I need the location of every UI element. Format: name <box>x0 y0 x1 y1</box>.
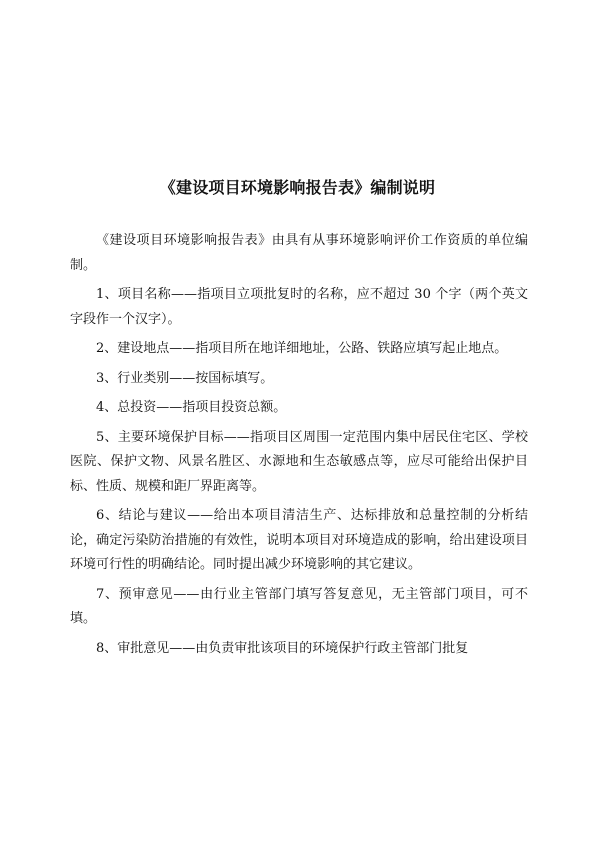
paragraph-total-investment: 4、总投资——指项目投资总额。 <box>96 400 287 415</box>
paragraph-intro: 《建设项目环境影响报告表》由具有从事环境影响评价工作资质的单位编制。 <box>70 233 528 273</box>
document-title: 《建设项目环境影响报告表》编制说明 <box>159 178 436 197</box>
paragraph-protection-targets: 5、主要环境保护目标——指项目区周围一定范围内集中居民住宅区、学校医院、保护文物、风景名胜区、水源地和生态敏感点等，应尽可能给出保护目标、性质、规模和距厂界距离等。 <box>70 429 528 494</box>
document-body <box>70 229 528 666</box>
paragraph-industry-category: 3、行业类别——按国标填写。 <box>96 370 274 386</box>
paragraph-project-name: 1、项目名称——指项目立项批复时的名称，应不超过 30 个字（两个英文字段作一个汉字）。 <box>70 287 528 327</box>
paragraph-approval-opinion: 8、审批意见——由负责审批该项目的环境保护行政主管部门批复 <box>96 640 469 656</box>
paragraph-construction-site: 2、建设地点——指项目所在地详细地址，公路、铁路应填写起止地点。 <box>96 341 508 356</box>
paragraph-conclusions: 6、结论与建议——给出本项目清洁生产、达标排放和总量控制的分析结论，确定污染防治措施的有效性，说明本项目对环境造成的影响，给出建设项目环境可行性的明确结论。同时提出减少环境影响的其它建议。 <box>70 508 528 572</box>
paragraph-preliminary-review: 7、预审意见——由行业主管部门填写答复意见，无主管部门项目，可不填。 <box>70 586 528 626</box>
